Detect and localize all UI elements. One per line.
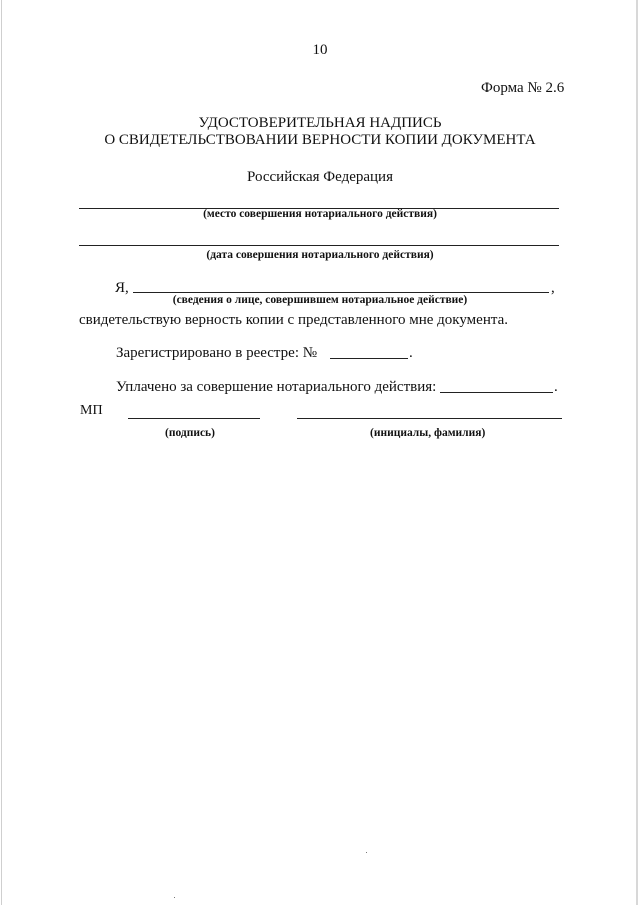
registry-label: Зарегистрировано в реестре: № — [116, 345, 318, 361]
signature-line — [128, 418, 260, 419]
title-line-1: УДОСТОВЕРИТЕЛЬНАЯ НАДПИСЬ — [198, 115, 442, 131]
paid-period: . — [554, 379, 558, 395]
country-name: Российская Федерация — [247, 169, 393, 185]
certify-statement: свидетельствую верность копии с представленного мне документа. — [79, 312, 509, 328]
seal-label: МП — [80, 403, 103, 418]
place-field-caption: (место совершения нотариального действия) — [203, 208, 437, 220]
paid-amount-line — [440, 392, 553, 393]
signature-caption: (подпись) — [165, 427, 215, 439]
title-line-2: О СВИДЕТЕЛЬСТВОВАНИИ ВЕРНОСТИ КОПИИ ДОКУМЕНТА — [104, 132, 536, 148]
person-field-line — [133, 292, 549, 293]
person-suffix: , — [551, 280, 555, 296]
scan-speck — [174, 897, 175, 898]
name-line — [297, 418, 562, 419]
name-caption: (инициалы, фамилия) — [370, 427, 486, 439]
paid-label: Уплачено за совершение нотариального действия: — [116, 379, 437, 395]
page-number: 10 — [312, 42, 328, 58]
scan-speck — [366, 852, 367, 853]
person-field-caption: (сведения о лице, совершившем нотариальное действие) — [172, 294, 468, 306]
person-prefix: Я, — [115, 280, 129, 296]
date-field-caption: (дата совершения нотариального действия) — [206, 249, 434, 261]
registry-number-line — [330, 358, 408, 359]
form-number: Форма № 2.6 — [481, 80, 565, 96]
registry-period: . — [409, 345, 413, 361]
date-field-line — [79, 245, 559, 246]
